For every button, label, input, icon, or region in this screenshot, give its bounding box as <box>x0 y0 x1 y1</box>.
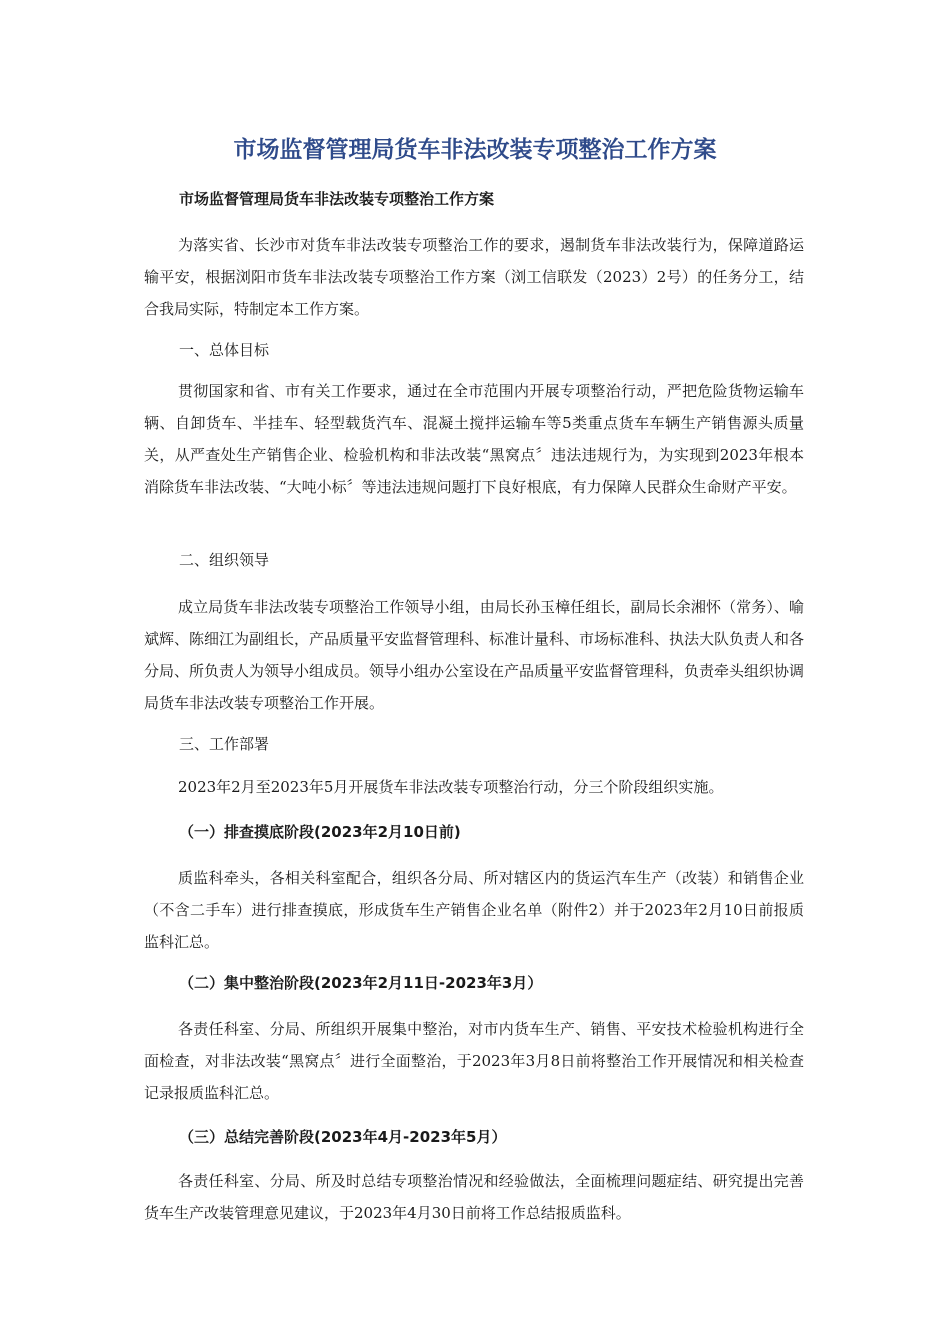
phase-3-heading: （三）总结完善阶段(2023年4月-2023年5月） <box>179 1128 507 1146</box>
phase-2-heading: （二）集中整治阶段(2023年2月11日-2023年3月） <box>179 974 543 992</box>
section-1-paragraph: 贯彻国家和省、市有关工作要求，通过在全市范围内开展专项整治行动，严把危险货物运输车辆、自卸货车、半挂车、轻型载货汽车、混凝土搅拌运输车等5类重点货车车辆生产销售源头质量关，从严查处生产销售企业、检验机构和非法改装“黑窝点〞违法违规行为，为实现到2023年根本消除货车非法改装、“大吨小标〞等违法违规问题打下良好根底，有力保障人民群众生命财产平安。 <box>144 382 804 496</box>
section-3-paragraph: 2023年2月至2023年5月开展货车非法改装专项整治行动，分三个阶段组织实施。 <box>178 778 724 796</box>
section-1-heading: 一、总体目标 <box>179 341 270 359</box>
phase-1-heading: （一）排查摸底阶段(2023年2月10日前) <box>179 823 461 841</box>
section-2-paragraph: 成立局货车非法改装专项整治工作领导小组，由局长孙玉樟任组长，副局长余湘怀（常务）、喻斌辉、陈细江为副组长，产品质量平安监督管理科、标准计量科、市场标准科、执法大队负责人和各分局、所负责人为领导小组成员。领导小组办公室设在产品质量平安监督管理科，负责牵头组织协调局货车非法改装专项整治工作开展。 <box>144 598 805 712</box>
document-title: 市场监督管理局货车非法改装专项整治工作方案 <box>233 137 717 163</box>
section-3-heading: 三、工作部署 <box>179 735 270 753</box>
intro-paragraph: 为落实省、长沙市对货车非法改装专项整治工作的要求，遏制货车非法改装行为，保障道路运输平安，根据浏阳市货车非法改装专项整治工作方案（浏工信联发（2023）2号）的任务分工，结合我局实际，特制定本工作方案。 <box>144 236 804 318</box>
section-2-heading: 二、组织领导 <box>179 551 270 569</box>
phase-3-paragraph: 各责任科室、分局、所及时总结专项整治情况和经验做法，全面梳理问题症结、研究提出完善货车生产改装管理意见建议，于2023年4月30日前将工作总结报质监科。 <box>144 1172 804 1222</box>
document-subtitle: 市场监督管理局货车非法改装专项整治工作方案 <box>179 190 495 208</box>
phase-1-paragraph: 质监科牵头，各相关科室配合，组织各分局、所对辖区内的货运汽车生产（改装）和销售企业（不含二手车）进行排查摸底，形成货车生产销售企业名单（附件2）并于2023年2月10日前报质监科汇总。 <box>144 869 804 951</box>
phase-2-paragraph: 各责任科室、分局、所组织开展集中整治，对市内货车生产、销售、平安技术检验机构进行全面检查，对非法改装“黑窝点〞进行全面整治，于2023年3月8日前将整治工作开展情况和相关检查记录报质监科汇总。 <box>144 1020 804 1102</box>
